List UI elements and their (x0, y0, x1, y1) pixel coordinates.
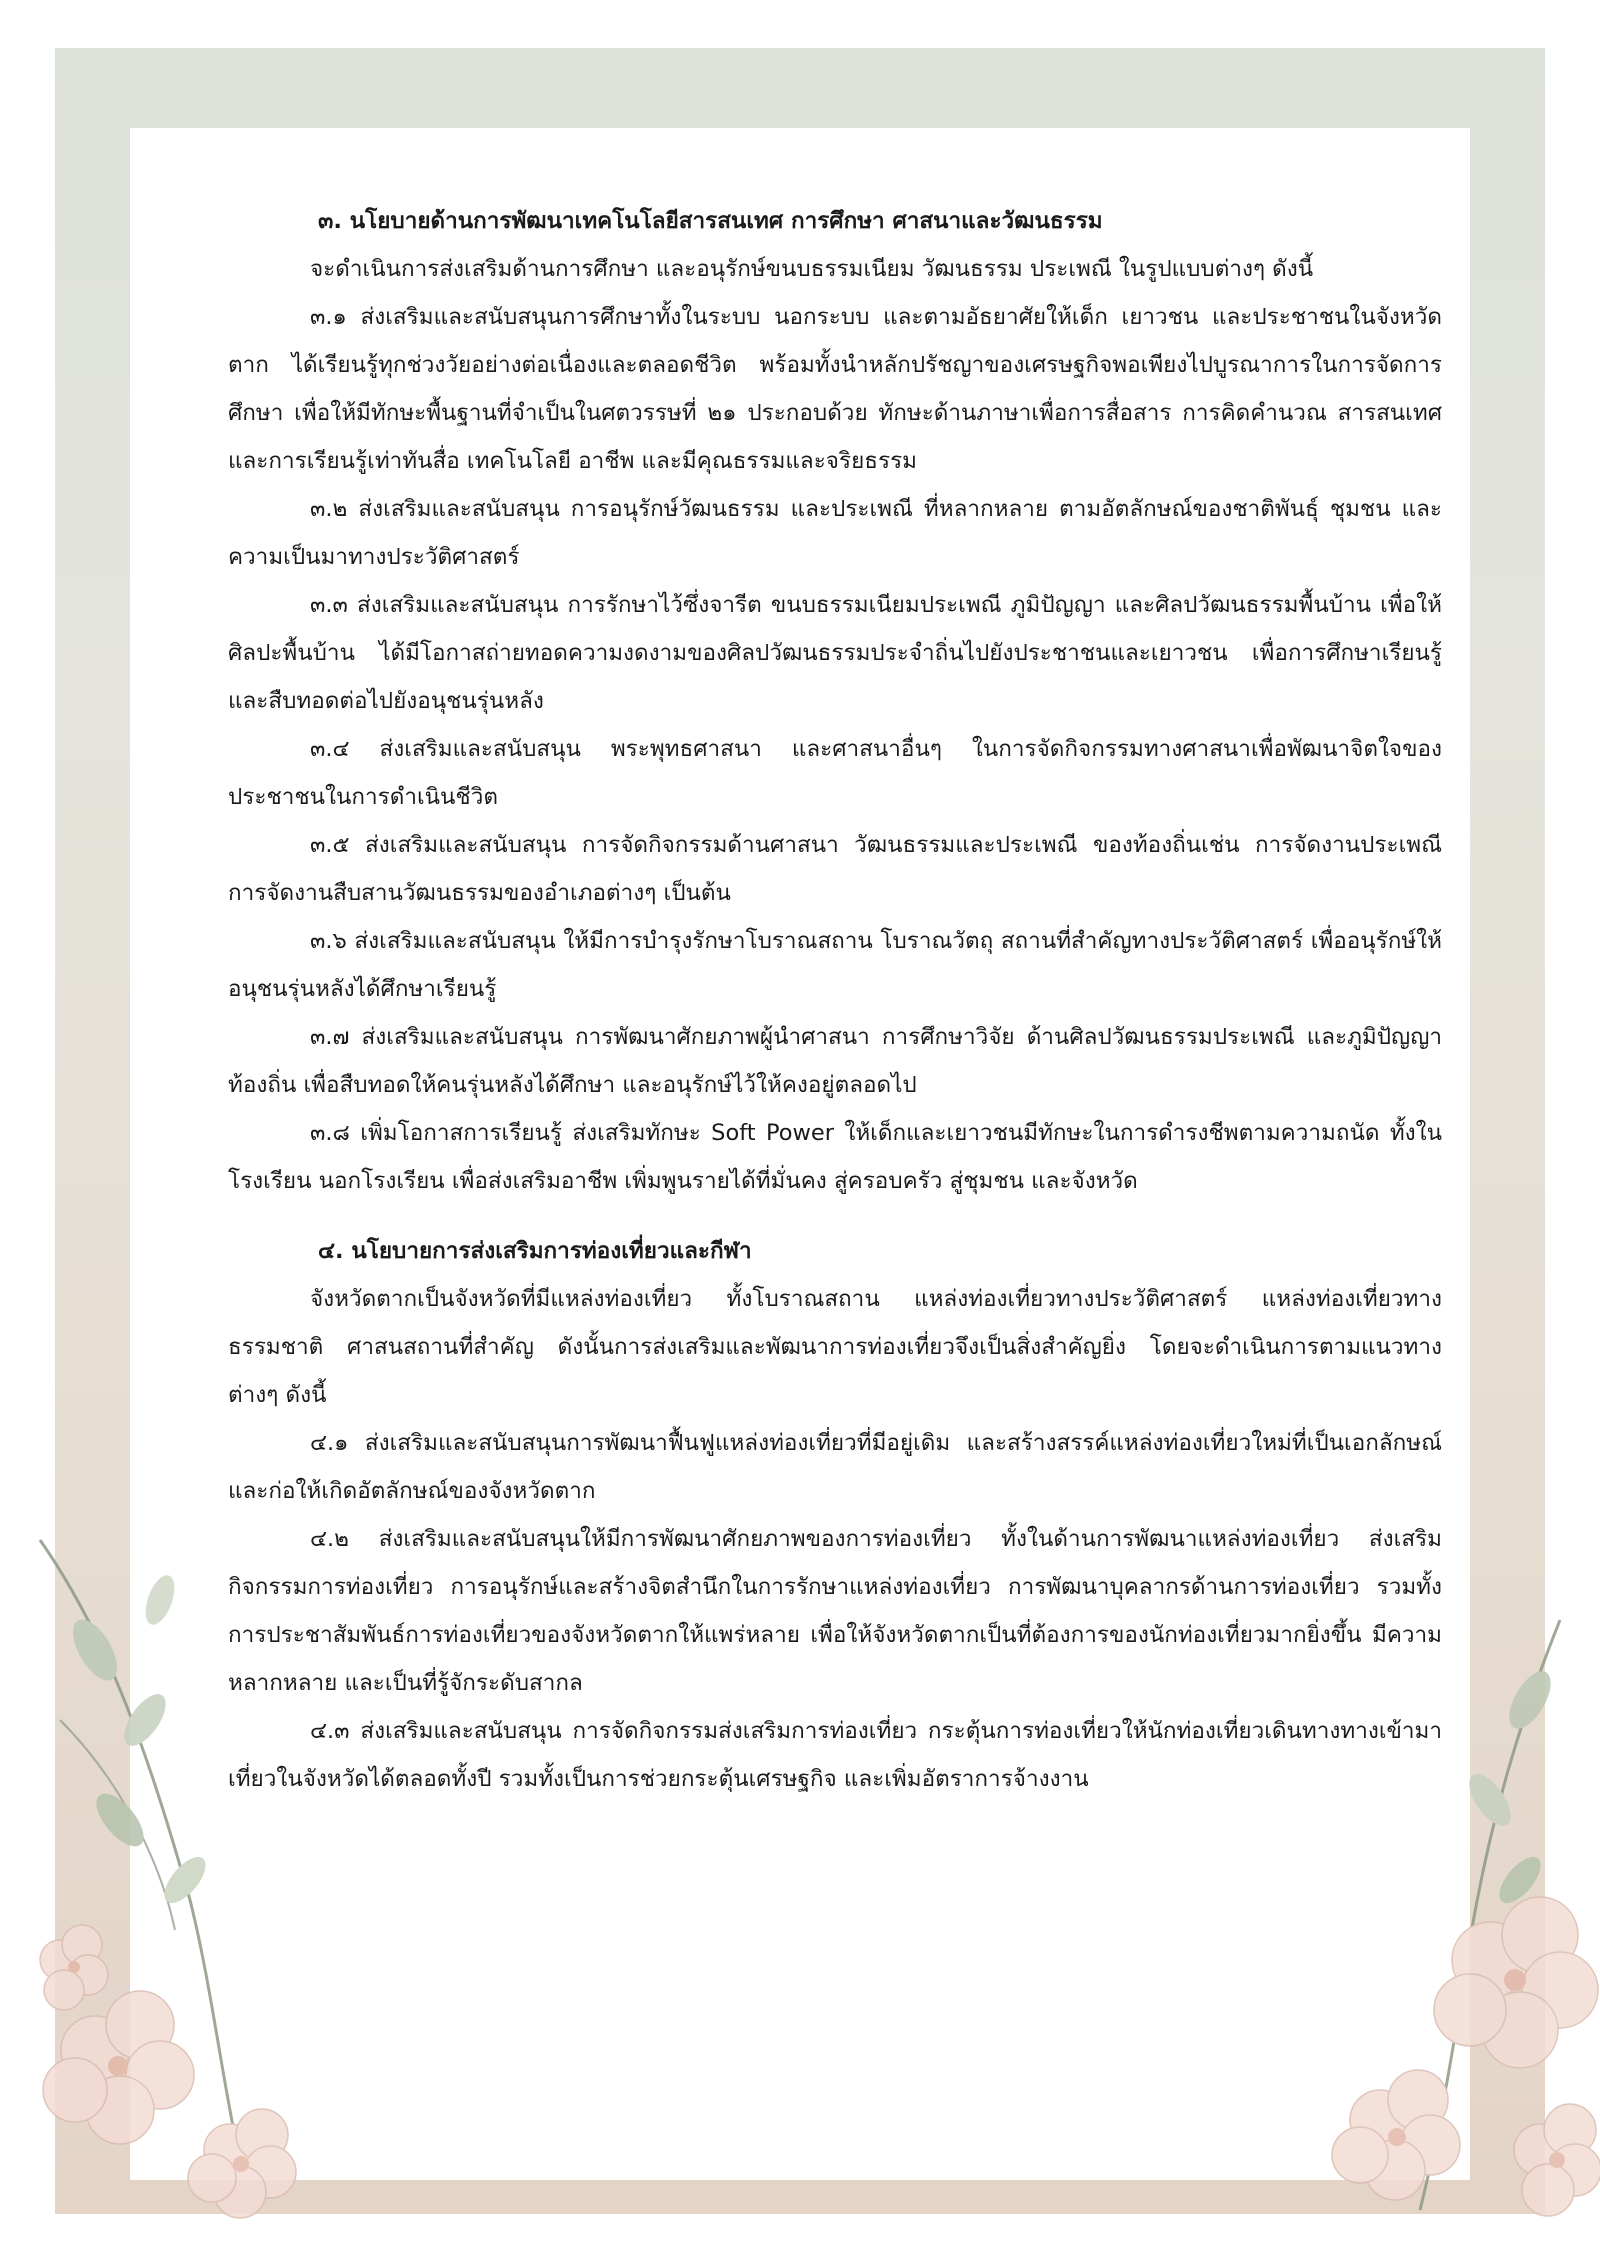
section-4-heading: ๔. นโยบายการส่งเสริมการท่องเที่ยวและกีฬา (318, 1238, 752, 1264)
section-3-heading: ๓. นโยบายด้านการพัฒนาเทคโนโลยีสารสนเทศ การศึกษา ศาสนาและวัฒนธรรม (318, 208, 1103, 234)
section-4-item-3: ๔.๓ ส่งเสริมและสนับสนุน การจัดกิจกรรมส่งเสริมการท่องเที่ยว กระตุ้นการท่องเที่ยวให้นักท่องเที่ยวเดินทางทางเข้ามาเที่ยวในจังหวัดได้ตลอดทั้งปี รวมทั้งเป็นการช่วยกระตุ้นเศรษฐกิจ และเพิ่มอัตราการจ้างงาน (228, 1718, 1442, 1792)
section-3-item-6: ๓.๖ ส่งเสริมและสนับสนุน ให้มีการบำรุงรักษาโบราณสถาน โบราณวัตถุ สถานที่สำคัญทางประวัติศาสตร์ เพื่ออนุรักษ์ให้อนุชนรุ่นหลังได้ศึกษาเรียนรู้ (228, 928, 1442, 1002)
section-3-item-2: ๓.๒ ส่งเสริมและสนับสนุน การอนุรักษ์วัฒนธรรม และประเพณี ที่หลากหลาย ตามอัตลักษณ์ของชาติพันธุ์ ชุมชน และความเป็นมาทางประวัติศาสตร์ (228, 496, 1442, 570)
section-3-intro: จะดำเนินการส่งเสริมด้านการศึกษา และอนุรักษ์ขนบธรรมเนียม วัฒนธรรม ประเพณี ในรูปแบบต่างๆ ดังนี้ (310, 256, 1314, 282)
document-body (228, 197, 1442, 1803)
section-3-item-3: ๓.๓ ส่งเสริมและสนับสนุน การรักษาไว้ซึ่งจารีต ขนบธรรมเนียมประเพณี ภูมิปัญญา และศิลปวัฒนธรรมพื้นบ้าน เพื่อให้ศิลปะพื้นบ้าน ได้มีโอกาสถ่ายทอดความงดงามของศิลปวัฒนธรรมประจำถิ่นไปยังประชาชนและเยาวชน เพื่อการศึกษาเรียนรู้ และสืบทอดต่อไปยังอนุชนรุ่นหลัง (228, 592, 1442, 714)
section-4-intro: จังหวัดตากเป็นจังหวัดที่มีแหล่งท่องเที่ยว ทั้งโบราณสถาน แหล่งท่องเที่ยวทางประวัติศาสตร์ แหล่งท่องเที่ยวทางธรรมชาติ ศาสนสถานที่สำคัญ ดังนั้นการส่งเสริมและพัฒนาการท่องเที่ยวจึงเป็นสิ่งสำคัญยิ่ง โดยจะดำเนินการตามแนวทางต่างๆ ดังนี้ (228, 1286, 1442, 1408)
section-3-item-5: ๓.๕ ส่งเสริมและสนับสนุน การจัดกิจกรรมด้านศาสนา วัฒนธรรมและประเพณี ของท้องถิ่นเช่น การจัดงานประเพณี การจัดงานสืบสานวัฒนธรรมของอำเภอต่างๆ เป็นต้น (228, 832, 1442, 906)
section-3-item-7: ๓.๗ ส่งเสริมและสนับสนุน การพัฒนาศักยภาพผู้นำศาสนา การศึกษาวิจัย ด้านศิลปวัฒนธรรมประเพณี และภูมิปัญญาท้องถิ่น เพื่อสืบทอดให้คนรุ่นหลังได้ศึกษา และอนุรักษ์ไว้ให้คงอยู่ตลอดไป (228, 1024, 1442, 1098)
section-4-item-2: ๔.๒ ส่งเสริมและสนับสนุนให้มีการพัฒนาศักยภาพของการท่องเที่ยว ทั้งในด้านการพัฒนาแหล่งท่องเที่ยว ส่งเสริมกิจกรรมการท่องเที่ยว การอนุรักษ์และสร้างจิตสำนึกในการรักษาแหล่งท่องเที่ยว การพัฒนาบุคลากรด้านการท่องเที่ยว รวมทั้งการประชาสัมพันธ์การท่องเที่ยวของจังหวัดตากให้แพร่หลาย เพื่อให้จังหวัดตากเป็นที่ต้องการของนักท่องเที่ยวมากยิ่งขึ้น มีความหลากหลาย และเป็นที่รู้จักระดับสากล (228, 1526, 1442, 1696)
section-3-item-4: ๓.๔ ส่งเสริมและสนับสนุน พระพุทธศาสนา และศาสนาอื่นๆ ในการจัดกิจกรรมทางศาสนาเพื่อพัฒนาจิตใจของประชาชนในการดำเนินชีวิต (228, 736, 1442, 810)
section-3-item-8: ๓.๘ เพิ่มโอกาสการเรียนรู้ ส่งเสริมทักษะ Soft Power ให้เด็กและเยาวชนมีทักษะในการดำรงชีพตามความถนัด ทั้งในโรงเรียน นอกโรงเรียน เพื่อส่งเสริมอาชีพ เพิ่มพูนรายได้ที่มั่นคง สู่ครอบครัว สู่ชุมชน และจังหวัด (228, 1120, 1442, 1194)
section-4-item-1: ๔.๑ ส่งเสริมและสนับสนุนการพัฒนาฟื้นฟูแหล่งท่องเที่ยวที่มีอยู่เดิม และสร้างสรรค์แหล่งท่องเที่ยวใหม่ที่เป็นเอกลักษณ์ และก่อให้เกิดอัตลักษณ์ของจังหวัดตาก (228, 1430, 1442, 1504)
section-3-item-1: ๓.๑ ส่งเสริมและสนับสนุนการศึกษาทั้งในระบบ นอกระบบ และตามอัธยาศัยให้เด็ก เยาวชน และประชาชนในจังหวัดตาก ได้เรียนรู้ทุกช่วงวัยอย่างต่อเนื่องและตลอดชีวิต พร้อมทั้งนำหลักปรัชญาของเศรษฐกิจพอเพียงไปบูรณาการในการจัดการศึกษา เพื่อให้มีทักษะพื้นฐานที่จำเป็นในศตวรรษที่ ๒๑ ประกอบด้วย ทักษะด้านภาษาเพื่อการสื่อสาร การคิดคำนวณ สารสนเทศ และการเรียนรู้เท่าทันสื่อ เทคโนโลยี อาชีพ และมีคุณธรรมและจริยธรรม (228, 304, 1442, 474)
